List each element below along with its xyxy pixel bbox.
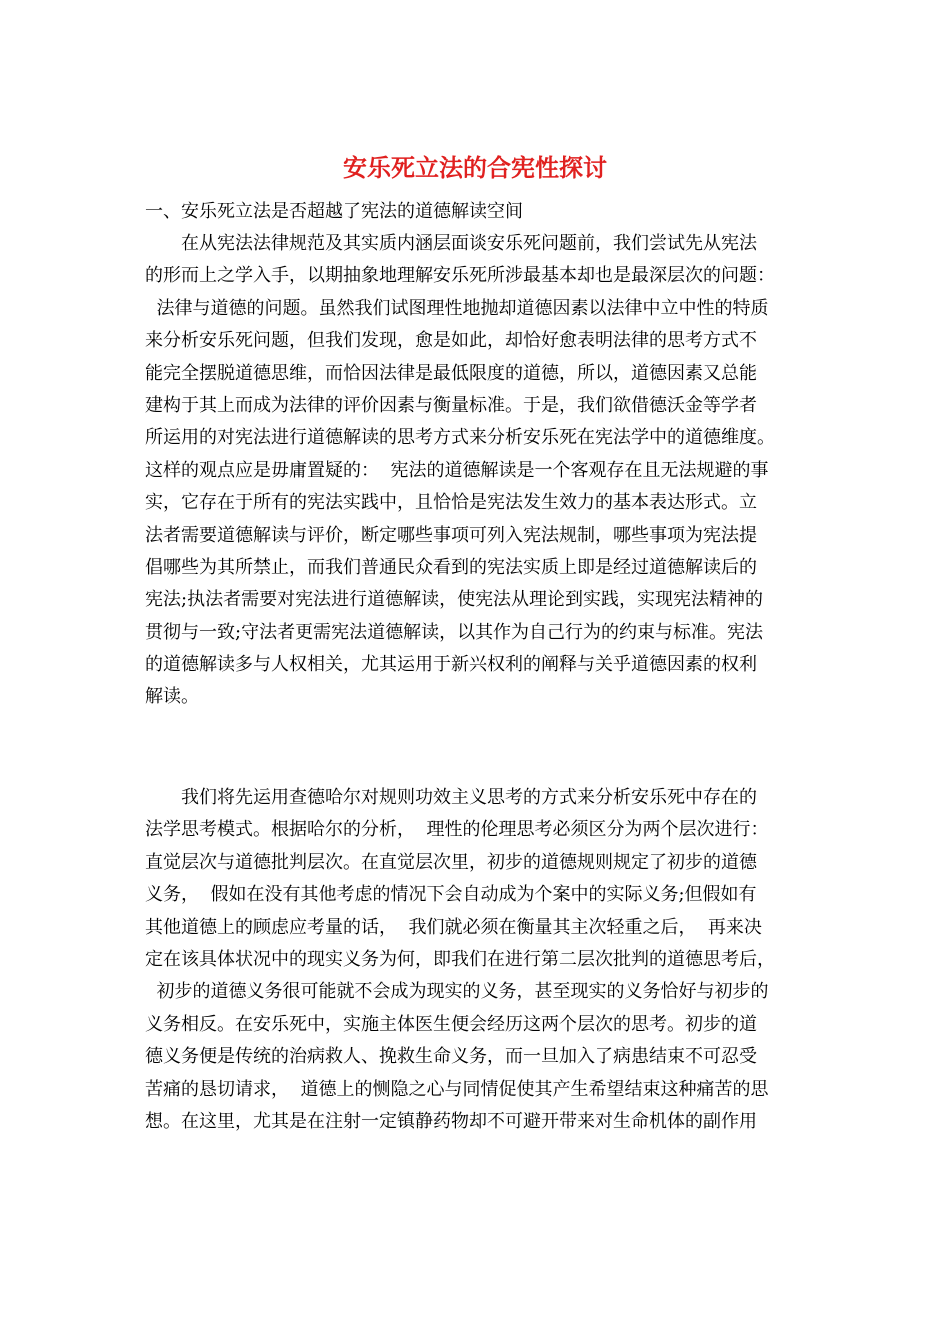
paragraph-1	[145, 228, 805, 714]
paragraph-line: 来分析安乐死问题，但我们发现，愈是如此，却恰好愈表明法律的思考方式不	[145, 330, 757, 352]
document-title: 安乐死立法的合宪性探讨	[343, 153, 607, 182]
paragraph-line: 定在该具体状况中的现实义务为何，即我们在进行第二层次批判的道德思考后，	[145, 948, 775, 970]
paragraph-line: 这样的观点应是毋庸置疑的： 宪法的道德解读是一个客观存在且无法规避的事	[145, 459, 769, 481]
paragraph-line: 能完全摆脱道德思维，而恰因法律是最低限度的道德，所以，道德因素又总能	[145, 362, 757, 384]
paragraph-line: 的道德解读多与人权相关，尤其运用于新兴权利的阐释与关乎道德因素的权利	[145, 654, 757, 676]
paragraph-line: 义务， 假如在没有其他考虑的情况下会自动成为个案中的实际义务;但假如有	[145, 884, 757, 906]
paragraph-line: 我们将先运用查德哈尔对规则功效主义思考的方式来分析安乐死中存在的	[181, 787, 757, 808]
paragraph-line: 建构于其上而成为法律的评价因素与衡量标准。于是，我们欲借德沃金等学者	[145, 394, 757, 416]
paragraph-line: 苦痛的恳切请求， 道德上的恻隐之心与同情促使其产生希望结束这种痛苦的思	[145, 1078, 769, 1100]
paragraph-line: 义务相反。在安乐死中，实施主体医生便会经历这两个层次的思考。初步的道	[145, 1013, 757, 1035]
paragraph-line: 其他道德上的顾虑应考量的话， 我们就必须在衡量其主次轻重之后， 再来决	[145, 916, 762, 938]
paragraph-line: 法者需要道德解读与评价，断定哪些事项可列入宪法规制，哪些事项为宪法提	[145, 524, 757, 546]
section-heading: 一、安乐死立法是否超越了宪法的道德解读空间	[145, 201, 523, 222]
paragraph-line: 的形而上之学入手，以期抽象地理解安乐死所涉最基本却也是最深层次的问题：	[145, 265, 775, 287]
paragraph-line: 宪法;执法者需要对宪法进行道德解读，使宪法从理论到实践，实现宪法精神的	[145, 589, 764, 611]
paragraph-line: 实，它存在于所有的宪法实践中，且恰恰是宪法发生效力的基本表达形式。立	[145, 492, 757, 514]
paragraph-line: 贯彻与一致;守法者更需宪法道德解读，以其作为自己行为的约束与标准。宪法	[145, 621, 764, 643]
paragraph-line: 法学思考模式。根据哈尔的分析， 理性的伦理思考必须区分为两个层次进行：	[145, 819, 769, 841]
paragraph-line: 在从宪法法律规范及其实质内涵层面谈安乐死问题前，我们尝试先从宪法	[181, 233, 757, 254]
paragraph-line: 德义务便是传统的治病救人、挽救生命义务，而一旦加入了病患结束不可忍受	[145, 1046, 757, 1068]
paragraph-line: 直觉层次与道德批判层次。在直觉层次里，初步的道德规则规定了初步的道德	[145, 851, 757, 873]
paragraph-2	[145, 782, 805, 1138]
paragraph-line: 想。在这里，尤其是在注射一定镇静药物却不可避开带来对生命机体的副作用	[145, 1110, 757, 1132]
paragraph-line: 所运用的对宪法进行道德解读的思考方式来分析安乐死在宪法学中的道德维度。	[145, 427, 775, 449]
paragraph-line: 法律与道德的问题。虽然我们试图理性地抛却道德因素以法律中立中性的特质	[145, 297, 769, 319]
paragraph-line: 初步的道德义务很可能就不会成为现实的义务，甚至现实的义务恰好与初步的	[145, 981, 769, 1003]
paragraph-line: 解读。	[145, 686, 199, 708]
paragraph-line: 倡哪些为其所禁止，而我们普通民众看到的宪法实质上即是经过道德解读后的	[145, 556, 757, 578]
